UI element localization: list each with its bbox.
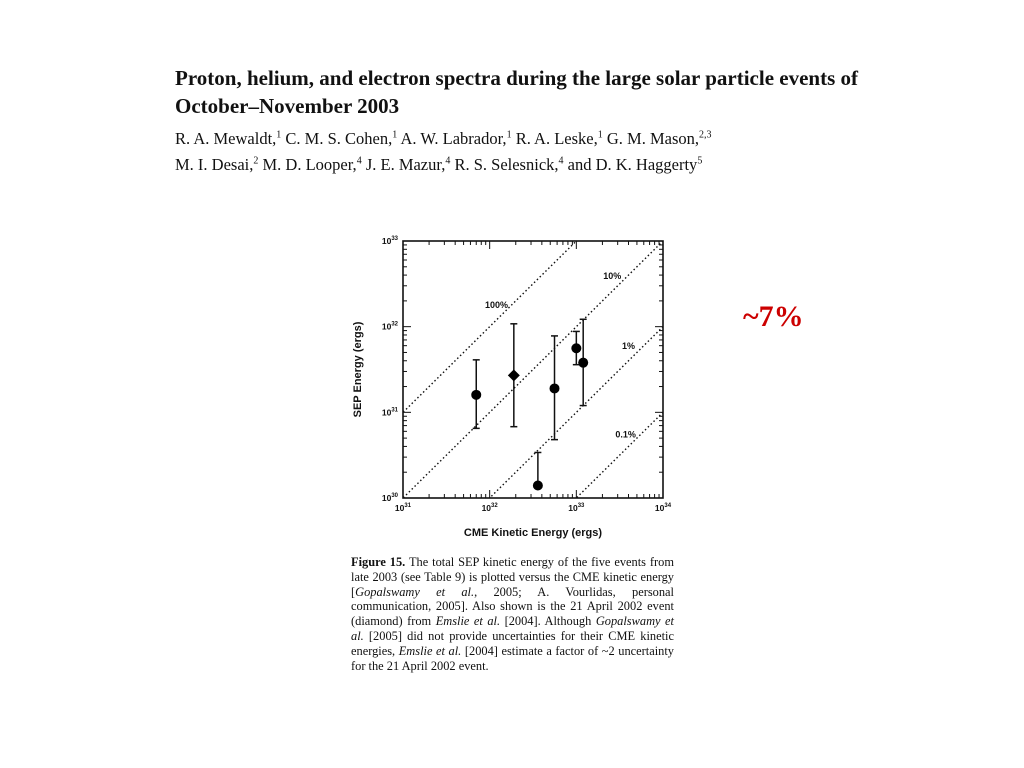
data-point	[571, 343, 581, 353]
data-point	[550, 383, 560, 393]
x-tick-label: $10^{31}$	[394, 503, 412, 513]
data-point	[533, 480, 543, 490]
affiliation-sup: 5	[697, 155, 703, 167]
reference-line	[340, 225, 690, 550]
affiliation-sup: 4	[356, 155, 362, 167]
author: C. M. S. Cohen,	[281, 129, 393, 148]
reference-line-label: 10%	[603, 271, 622, 282]
sep-vs-cme-energy-chart	[340, 225, 690, 550]
data-point-diamond	[508, 369, 520, 381]
caption-text: The total SEP kinetic energy of the five events from late 2003 (see Table 9) is plotted versus the CME kinetic energy [Gopalswamy et al., 2005; A. Vourlidas, personal communication, 2005]. Also shown is the 21 April 2002 event (diamond) from Emslie et al. [2004]. Although Gopalswamy et al. [2005] did not provide uncertainties for their CME kinetic energies, Emslie et al. [2004] estimate a factor of ~2 uncertainty for the 21 April 2002 event.	[351, 555, 674, 673]
y-axis-title: SEP Energy (ergs)	[352, 321, 364, 418]
data-point	[471, 390, 481, 400]
affiliation-sup: 1	[276, 129, 282, 141]
author-line-2	[175, 152, 875, 178]
author: and D. K. Haggerty	[563, 155, 698, 174]
author: M. D. Looper,	[258, 155, 357, 174]
author: R. A. Mewaldt,	[175, 129, 277, 148]
reference-line-label: 1%	[622, 340, 636, 351]
affiliation-sup: 2,3	[699, 129, 712, 141]
affiliation-sup: 4	[558, 155, 564, 167]
reference-line-label: 100%	[485, 299, 509, 310]
reference-line-label: 0.1%	[615, 429, 636, 440]
affiliation-sup: 2	[253, 155, 259, 167]
efficiency-annotation: ~7%	[743, 300, 804, 333]
author: R. A. Leske,	[511, 129, 598, 148]
author: G. M. Mason,	[602, 129, 699, 148]
y-tick-label: $10^{33}$	[381, 236, 398, 246]
affiliation-sup: 4	[445, 155, 451, 167]
affiliation-sup: 1	[392, 129, 398, 141]
x-tick-label: $10^{32}$	[481, 503, 498, 513]
author: M. I. Desai,	[175, 155, 254, 174]
affiliation-sup: 1	[597, 129, 603, 141]
reference-line	[340, 241, 690, 550]
x-tick-label: $10^{34}$	[654, 503, 672, 513]
x-axis-title: CME Kinetic Energy (ergs)	[463, 527, 603, 539]
y-tick-label: $10^{32}$	[381, 321, 398, 332]
figure-caption	[351, 555, 674, 673]
author: A. W. Labrador,	[397, 129, 507, 148]
paper-title: Proton, helium, and electron spectra during the large solar particle events of October–November 2003	[175, 66, 859, 118]
author: R. S. Selesnick,	[450, 155, 559, 174]
figure-label: Figure 15.	[351, 555, 406, 569]
x-tick-label: $10^{33}$	[568, 503, 585, 513]
y-tick-label: $10^{30}$	[381, 493, 398, 503]
author: J. E. Mazur,	[361, 155, 446, 174]
author-list	[175, 126, 875, 178]
author-line-1	[175, 126, 875, 152]
data-point	[578, 358, 588, 368]
affiliation-sup: 1	[506, 129, 512, 141]
y-tick-label: $10^{31}$	[381, 407, 398, 418]
